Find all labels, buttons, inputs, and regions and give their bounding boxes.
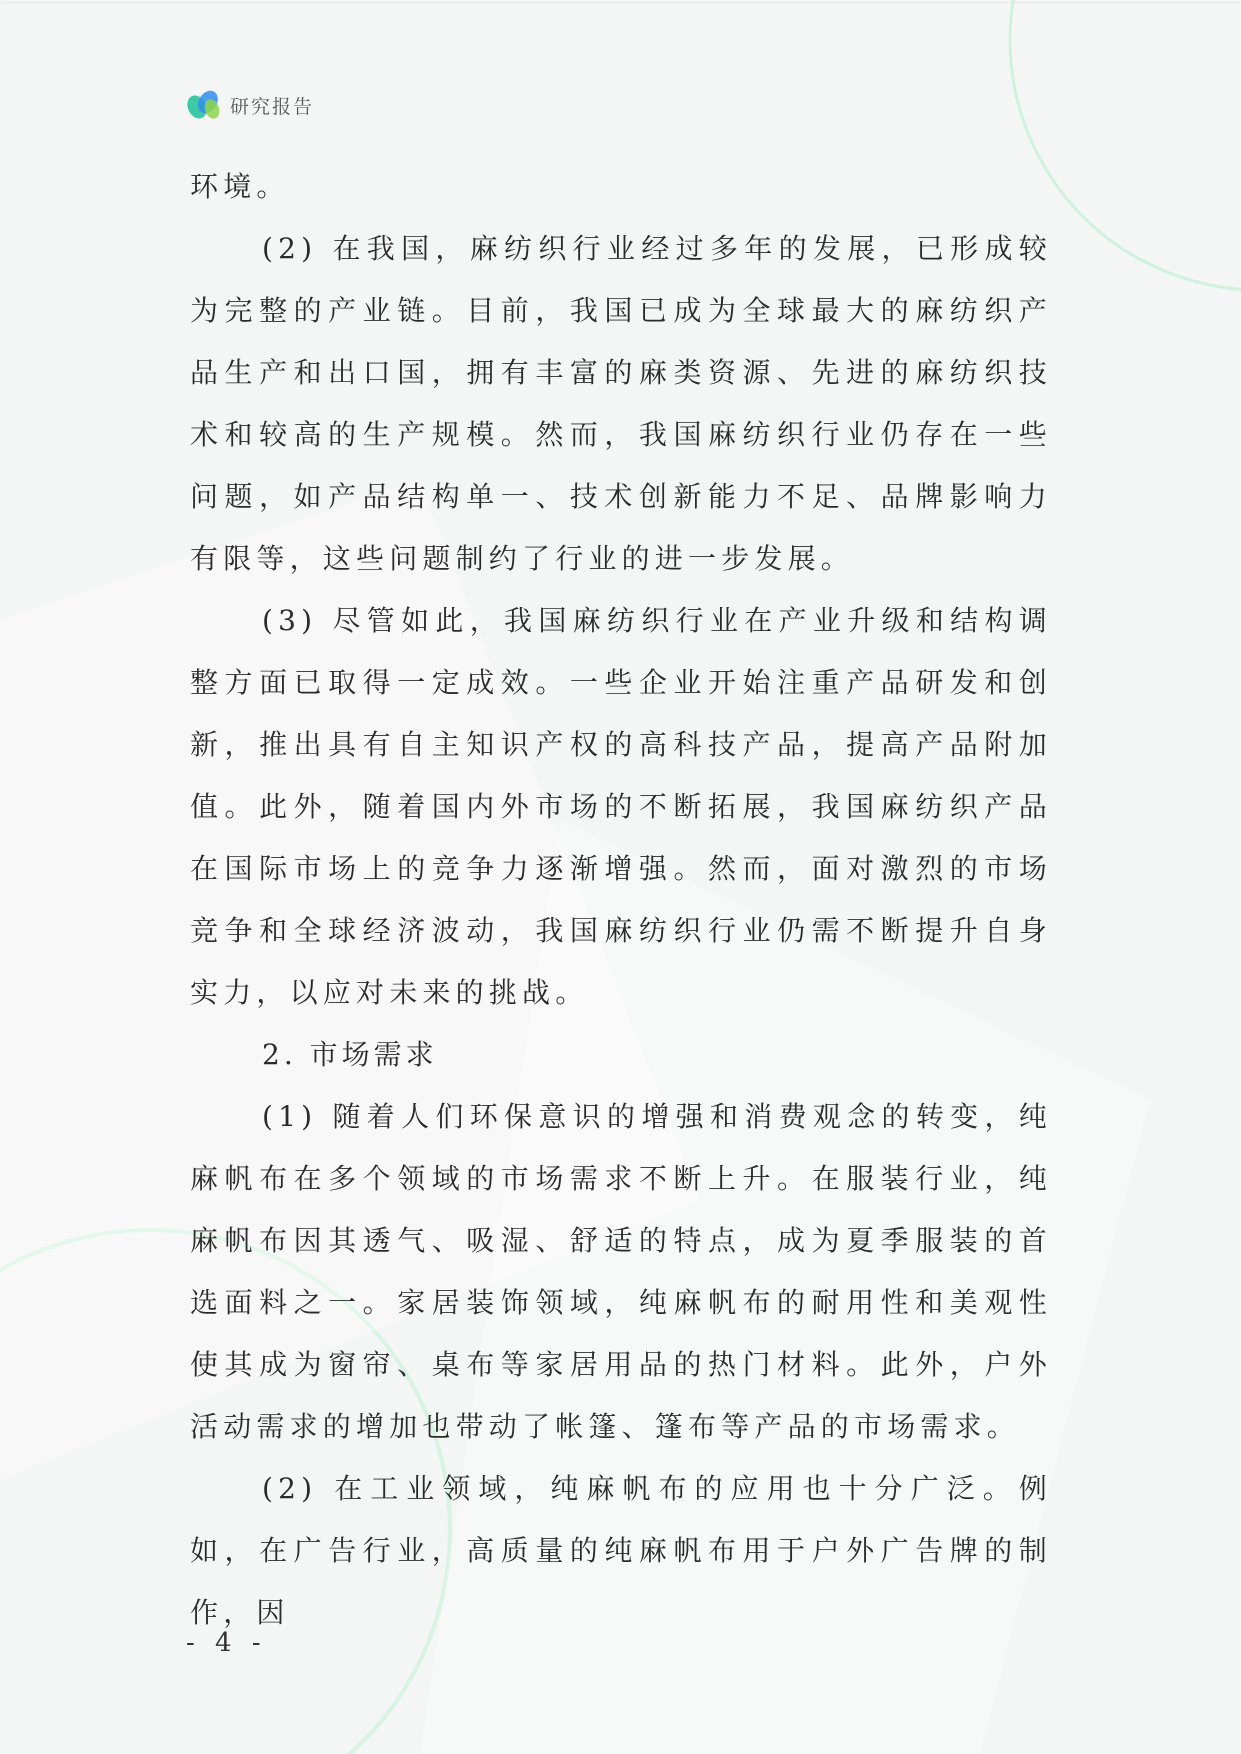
- paragraph-industry-upgrade: (3) 尽管如此，我国麻纺织行业在产业升级和结构调整方面已取得一定成效。一些企业开始注重产品研发和创新，推出具有自主知识产权的高科技产品，提高产品附加值。此外，随着国内外市场的不断拓展，我国麻纺织产品在国际市场上的竞争力逐渐增强。然而，面对激烈的市场竞争和全球经济波动，我国麻纺织行业仍需不断提升自身实力，以应对未来的挑战。: [190, 604, 1052, 1009]
- paragraph-market-demand: (1) 随着人们环保意识的增强和消费观念的转变，纯麻帆布在多个领域的市场需求不断上升。在服装行业，纯麻帆布因其透气、吸湿、舒适的特点，成为夏季服装的首选面料之一。家居装饰领域，纯麻帆布的耐用性和美观性使其成为窗帘、桌布等家居用品的热门材料。此外，户外活动需求的增加也带动了帐篷、篷布等产品的市场需求。: [190, 1100, 1052, 1443]
- report-header: [186, 88, 314, 122]
- brand-logo-icon: [186, 88, 222, 122]
- section-heading-market-demand: 2. 市场需求: [262, 1038, 438, 1071]
- paragraph-continuation: 环境。: [190, 170, 290, 203]
- header-title: 研究报告: [230, 95, 315, 118]
- document-body: [190, 156, 1052, 1644]
- paragraph-industry-status: (2) 在我国，麻纺织行业经过多年的发展，已形成较为完整的产业链。目前，我国已成为全球最大的麻纺织产品生产和出口国，拥有丰富的麻类资源、先进的麻纺织技术和较高的生产规模。然而，我国麻纺织行业仍存在一些问题，如产品结构单一、技术创新能力不足、品牌影响力有限等，这些问题制约了行业的进一步发展。: [190, 232, 1052, 575]
- page-number: - 4 -: [186, 1628, 267, 1658]
- paragraph-industrial-use: (2) 在工业领域，纯麻帆布的应用也十分广泛。例如，在广告行业，高质量的纯麻帆布用于户外广告牌的制作，因: [190, 1472, 1052, 1629]
